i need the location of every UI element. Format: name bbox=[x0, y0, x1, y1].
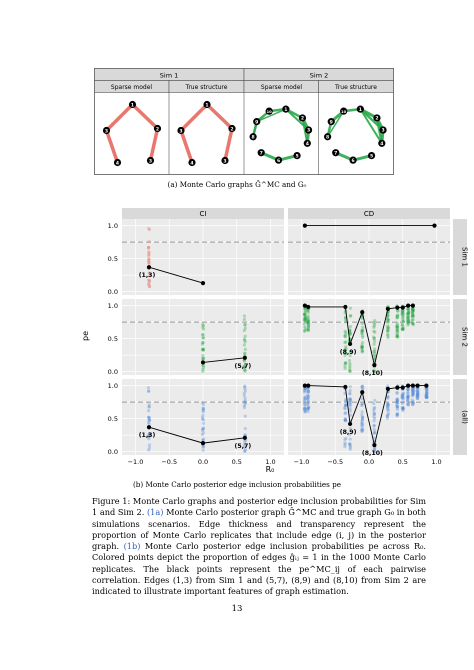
figure-b-chart bbox=[80, 204, 469, 476]
replicate-point bbox=[303, 313, 306, 316]
graph-node-label: 3 bbox=[179, 129, 183, 135]
data-point bbox=[348, 422, 352, 426]
replicate-point bbox=[411, 313, 414, 316]
replicate-point bbox=[372, 350, 375, 353]
panel-label: Sparse model bbox=[260, 84, 303, 91]
replicate-point bbox=[243, 343, 246, 346]
replicate-point bbox=[147, 250, 150, 253]
graph-node-label: 8 bbox=[326, 135, 330, 141]
graph-node-label: 7 bbox=[259, 151, 263, 157]
strip-col-label: CD bbox=[363, 210, 375, 218]
replicate-point bbox=[349, 389, 352, 392]
replicate-point bbox=[244, 348, 247, 351]
graph-node-label: 2 bbox=[155, 127, 160, 133]
replicate-point bbox=[306, 388, 309, 391]
replicate-point bbox=[148, 405, 151, 408]
replicate-point bbox=[148, 446, 151, 449]
replicate-point bbox=[148, 285, 151, 288]
replicate-point bbox=[425, 393, 428, 396]
caption-line3: Monte Carlo posterior edge inclusion probabilities pe across R₀. Colored points depict the proportion of edges ĝᵢⱼ = 1 in the 1000 Monte Carlo replicates. The black points represent the pe^MC_ij of each pairwise correlation. Edges (1,3) from Sim 1 and (5,7), (8,9) and (8,10) from Sim 2 are indicated to illustrate important features of graph estimation. bbox=[92, 541, 427, 597]
panel-label: True structure bbox=[335, 84, 377, 91]
edge-annotation: (5,7) bbox=[234, 362, 252, 370]
replicate-point bbox=[386, 397, 389, 400]
edge-annotation: (5,7) bbox=[234, 442, 252, 450]
replicate-point bbox=[349, 407, 352, 410]
replicate-point bbox=[349, 307, 352, 310]
replicate-point bbox=[343, 438, 346, 441]
replicate-point bbox=[344, 367, 347, 370]
data-point bbox=[360, 310, 364, 314]
replicate-point bbox=[147, 416, 150, 419]
replicate-point bbox=[386, 336, 389, 339]
replicate-point bbox=[361, 417, 364, 420]
x-tick-label: −1.0 bbox=[293, 458, 310, 466]
replicate-point bbox=[244, 389, 247, 392]
replicate-point bbox=[406, 321, 409, 324]
x-axis-label: R₀ bbox=[265, 465, 275, 474]
replicate-point bbox=[201, 433, 204, 436]
data-point bbox=[343, 305, 347, 309]
graph-node-label: 5 bbox=[369, 154, 374, 160]
replicate-point bbox=[361, 410, 364, 413]
replicate-point bbox=[244, 397, 247, 400]
replicate-point bbox=[361, 385, 364, 388]
replicate-point bbox=[348, 366, 351, 369]
edge-annotation: (1,3) bbox=[138, 432, 156, 440]
graph-node-label: 1 bbox=[205, 103, 209, 109]
figure-b-caption: (b) Monte Carlo posterior edge inclusion probabilities pe bbox=[132, 480, 342, 489]
replicate-point bbox=[307, 320, 310, 323]
replicate-point bbox=[372, 326, 375, 329]
replicate-point bbox=[303, 407, 306, 410]
replicate-point bbox=[303, 325, 306, 328]
panel-label: True structure bbox=[185, 84, 228, 91]
replicate-point bbox=[349, 404, 352, 407]
ref-link-1a[interactable]: (1a) bbox=[146, 507, 164, 518]
replicate-point bbox=[307, 406, 310, 409]
replicate-point bbox=[361, 322, 364, 325]
replicate-point bbox=[243, 318, 246, 321]
data-point bbox=[395, 305, 399, 309]
data-point bbox=[372, 443, 376, 447]
replicate-point bbox=[202, 449, 205, 452]
replicate-point bbox=[147, 254, 150, 257]
replicate-point bbox=[395, 401, 398, 404]
replicate-point bbox=[416, 397, 419, 400]
data-point bbox=[147, 425, 151, 429]
x-tick-label: 0.0 bbox=[363, 458, 375, 466]
graph-node-label: 3 bbox=[306, 128, 311, 134]
edge-annotation: (1,3) bbox=[138, 272, 156, 280]
replicate-point bbox=[396, 392, 399, 395]
replicate-point bbox=[201, 370, 204, 373]
replicate-point bbox=[343, 334, 346, 337]
graph-node-label: 4 bbox=[190, 161, 194, 167]
graph-node-label: 2 bbox=[375, 116, 379, 122]
replicate-point bbox=[396, 331, 399, 334]
replicate-point bbox=[148, 419, 151, 422]
edge-annotation: (8,10) bbox=[361, 450, 383, 458]
replicate-point bbox=[412, 401, 415, 404]
replicate-point bbox=[348, 359, 351, 362]
graph-node-label: 3 bbox=[223, 159, 227, 165]
page-number: 13 bbox=[231, 604, 243, 614]
replicate-point bbox=[349, 438, 352, 441]
graph-node-label: 9 bbox=[255, 120, 259, 126]
replicate-point bbox=[401, 407, 404, 410]
replicate-point bbox=[373, 424, 376, 427]
replicate-point bbox=[201, 354, 204, 357]
data-point bbox=[201, 281, 205, 285]
data-point bbox=[372, 363, 376, 367]
y-tick-label: 0.0 bbox=[107, 287, 118, 296]
graph-node-label: 10 bbox=[341, 108, 347, 114]
data-point bbox=[411, 304, 415, 308]
x-tick-label: 0.5 bbox=[231, 458, 242, 466]
y-tick-label: 0.0 bbox=[107, 367, 118, 376]
data-point bbox=[343, 385, 347, 389]
replicate-point bbox=[386, 318, 389, 321]
data-point bbox=[303, 224, 307, 228]
data-point bbox=[306, 305, 310, 309]
y-tick-label: 1.0 bbox=[107, 301, 118, 310]
replicate-point bbox=[360, 428, 363, 431]
y-tick-label: 0.5 bbox=[107, 334, 118, 343]
data-point bbox=[243, 436, 247, 440]
graph-node-label: 5 bbox=[295, 154, 299, 160]
strip-col-label: CI bbox=[199, 210, 207, 218]
replicate-point bbox=[202, 347, 205, 350]
replicate-point bbox=[343, 441, 346, 444]
replicate-point bbox=[395, 335, 398, 338]
replicate-point bbox=[373, 417, 376, 420]
replicate-point bbox=[406, 396, 409, 399]
replicate-point bbox=[202, 410, 205, 413]
graph-node-label: 4 bbox=[380, 142, 384, 148]
data-point bbox=[348, 342, 352, 346]
replicate-point bbox=[373, 412, 376, 415]
replicate-point bbox=[307, 396, 310, 399]
y-axis-label: pe bbox=[81, 331, 90, 341]
y-tick-label: 0.5 bbox=[107, 254, 118, 263]
replicate-point bbox=[243, 406, 246, 409]
replicate-point bbox=[387, 412, 390, 415]
replicate-point bbox=[406, 403, 409, 406]
replicate-point bbox=[202, 357, 205, 360]
y-tick-label: 0.5 bbox=[107, 414, 118, 423]
replicate-point bbox=[344, 330, 347, 333]
figure-a-caption: (a) Monte Carlo graphs Ĝ^MC and G₀ bbox=[167, 180, 307, 189]
replicate-point bbox=[343, 341, 346, 344]
x-tick-label: 1.0 bbox=[265, 458, 276, 466]
data-point bbox=[201, 441, 205, 445]
replicate-point bbox=[201, 401, 204, 404]
replicate-point bbox=[202, 333, 205, 336]
replicate-point bbox=[401, 327, 404, 330]
data-point bbox=[386, 307, 390, 311]
replicate-point bbox=[361, 326, 364, 329]
replicate-point bbox=[201, 414, 204, 417]
replicate-point bbox=[348, 392, 351, 395]
data-point bbox=[424, 384, 428, 388]
x-tick-label: 0.0 bbox=[197, 458, 209, 466]
replicate-point bbox=[348, 369, 351, 372]
replicate-point bbox=[307, 309, 310, 312]
graph-node-label: 4 bbox=[305, 142, 309, 148]
data-point bbox=[201, 360, 205, 364]
replicate-point bbox=[201, 326, 204, 329]
replicate-point bbox=[148, 443, 151, 446]
replicate-point bbox=[412, 389, 415, 392]
x-tick-label: 0.5 bbox=[397, 458, 408, 466]
data-point bbox=[306, 384, 310, 388]
data-point bbox=[432, 224, 436, 228]
panel-label: Sparse model bbox=[110, 84, 153, 91]
data-point bbox=[401, 385, 405, 389]
replicate-point bbox=[416, 394, 419, 397]
replicate-point bbox=[304, 410, 307, 413]
y-tick-label: 0.0 bbox=[107, 447, 118, 456]
graph-node-label: 1 bbox=[358, 107, 362, 113]
replicate-point bbox=[361, 345, 364, 348]
replicate-point bbox=[243, 323, 246, 326]
replicate-point bbox=[306, 328, 309, 331]
replicate-point bbox=[361, 341, 364, 344]
replicate-point bbox=[387, 326, 390, 329]
replicate-point bbox=[396, 325, 399, 328]
graph-node-label: 2 bbox=[230, 127, 234, 133]
edge-annotation: (8,10) bbox=[361, 370, 383, 378]
replicate-point bbox=[401, 393, 404, 396]
replicate-point bbox=[202, 336, 205, 339]
strip-sim1-label: Sim 1 bbox=[159, 71, 179, 80]
replicate-point bbox=[372, 402, 375, 405]
graph-node-label: 3 bbox=[104, 129, 109, 135]
replicate-point bbox=[407, 311, 410, 314]
replicate-point bbox=[303, 397, 306, 400]
replicate-point bbox=[147, 259, 150, 262]
replicate-point bbox=[373, 399, 376, 402]
graph-node-label: 7 bbox=[334, 151, 338, 157]
replicate-point bbox=[303, 322, 306, 325]
replicate-point bbox=[243, 352, 246, 355]
replicate-point bbox=[349, 397, 352, 400]
replicate-point bbox=[349, 446, 352, 449]
replicate-point bbox=[401, 316, 404, 319]
x-tick-label: −0.5 bbox=[327, 458, 344, 466]
replicate-point bbox=[373, 331, 376, 334]
replicate-point bbox=[343, 412, 346, 415]
replicate-point bbox=[344, 418, 347, 421]
data-point bbox=[360, 390, 364, 394]
data-point bbox=[147, 265, 151, 269]
replicate-point bbox=[373, 428, 376, 431]
replicate-point bbox=[202, 427, 205, 430]
replicate-point bbox=[201, 341, 204, 344]
strip-row-label: Sim 2 bbox=[460, 327, 469, 347]
replicate-point bbox=[411, 394, 414, 397]
data-point bbox=[411, 384, 415, 388]
replicate-point bbox=[243, 314, 246, 317]
replicate-point bbox=[411, 309, 414, 312]
x-tick-label: −0.5 bbox=[161, 458, 178, 466]
replicate-point bbox=[361, 349, 364, 352]
x-tick-label: 1.0 bbox=[431, 458, 442, 466]
graph-node-label: 9 bbox=[329, 120, 333, 126]
replicate-point bbox=[148, 240, 151, 243]
graph-node-label: 8 bbox=[251, 135, 255, 141]
replicate-point bbox=[348, 443, 351, 446]
x-tick-label: −1.0 bbox=[127, 458, 144, 466]
replicate-point bbox=[147, 386, 150, 389]
data-point bbox=[406, 304, 410, 308]
replicate-point bbox=[244, 415, 247, 418]
graph-node-label: 3 bbox=[148, 159, 153, 165]
replicate-point bbox=[343, 406, 346, 409]
data-point bbox=[395, 385, 399, 389]
replicate-point bbox=[411, 318, 414, 321]
strip-row-label: (all) bbox=[460, 410, 469, 424]
data-point bbox=[386, 387, 390, 391]
y-tick-label: 1.0 bbox=[107, 221, 118, 230]
data-point bbox=[406, 384, 410, 388]
replicate-point bbox=[402, 319, 405, 322]
replicate-point bbox=[396, 313, 399, 316]
y-tick-label: 1.0 bbox=[107, 381, 118, 390]
graph-node-label: 1 bbox=[130, 103, 135, 109]
replicate-point bbox=[307, 324, 310, 327]
replicate-point bbox=[303, 330, 306, 333]
replicate-point bbox=[306, 316, 309, 319]
replicate-point bbox=[372, 343, 375, 346]
graph-node-label: 10 bbox=[266, 108, 272, 114]
graph-node-label: 4 bbox=[115, 161, 120, 167]
replicate-point bbox=[406, 391, 409, 394]
replicate-point bbox=[202, 422, 205, 425]
replicate-point bbox=[244, 335, 247, 338]
replicate-point bbox=[396, 406, 399, 409]
replicate-point bbox=[147, 246, 150, 249]
figure-caption bbox=[92, 496, 426, 598]
ref-link-1b[interactable]: (1b) bbox=[123, 541, 141, 552]
replicate-point bbox=[411, 322, 414, 325]
strip-sim2-label: Sim 2 bbox=[309, 71, 329, 80]
data-point bbox=[416, 384, 420, 388]
replicate-point bbox=[349, 325, 352, 328]
replicate-point bbox=[361, 330, 364, 333]
replicate-point bbox=[148, 280, 151, 283]
replicate-point bbox=[244, 340, 247, 343]
replicate-point bbox=[386, 333, 389, 336]
replicate-point bbox=[147, 227, 150, 230]
replicate-point bbox=[243, 329, 246, 332]
replicate-point bbox=[201, 417, 204, 420]
figure-a-graphs bbox=[94, 68, 394, 176]
replicate-point bbox=[360, 421, 363, 424]
replicate-point bbox=[372, 335, 375, 338]
replicate-point bbox=[147, 390, 150, 393]
replicate-point bbox=[396, 413, 399, 416]
caption-line2: Monte Carlo posterior graph Ĝ^MC and true graph G₀ in both simulations scenarios. Edge thickness and transparency represent the proportion of Monte Carlo replicates that include edge (i, j) in the posterior graph. bbox=[92, 507, 426, 552]
replicate-point bbox=[386, 405, 389, 408]
replicate-point bbox=[306, 402, 309, 405]
replicate-point bbox=[406, 318, 409, 321]
replicate-point bbox=[401, 323, 404, 326]
replicate-point bbox=[360, 413, 363, 416]
replicate-point bbox=[349, 314, 352, 317]
replicate-point bbox=[360, 404, 363, 407]
replicate-point bbox=[349, 385, 352, 388]
replicate-point bbox=[406, 399, 409, 402]
graph-node-label: 6 bbox=[351, 158, 355, 164]
graph-node-label: 3 bbox=[381, 128, 385, 134]
data-point bbox=[243, 356, 247, 360]
replicate-point bbox=[147, 409, 150, 412]
replicate-point bbox=[425, 391, 428, 394]
replicate-point bbox=[386, 402, 389, 405]
replicate-point bbox=[344, 403, 347, 406]
replicate-point bbox=[243, 401, 246, 404]
replicate-point bbox=[386, 329, 389, 332]
replicate-point bbox=[348, 362, 351, 365]
graph-node-label: 2 bbox=[300, 116, 305, 122]
replicate-point bbox=[244, 427, 247, 430]
replicate-point bbox=[401, 310, 404, 313]
edge-annotation: (8,9) bbox=[339, 428, 357, 436]
replicate-point bbox=[373, 406, 376, 409]
graph-node-label: 6 bbox=[276, 158, 281, 164]
graph-node-label: 1 bbox=[284, 107, 288, 113]
data-point bbox=[401, 305, 405, 309]
caption-line1: Figure 1: Monte Carlo graphs and posterior edge inclusion probabilities for Sim 1 and Sim 2. bbox=[92, 496, 426, 518]
strip-row-label: Sim 1 bbox=[460, 247, 469, 267]
replicate-point bbox=[402, 398, 405, 401]
edge-annotation: (8,9) bbox=[339, 348, 357, 356]
replicate-point bbox=[401, 402, 404, 405]
replicate-point bbox=[425, 387, 428, 390]
